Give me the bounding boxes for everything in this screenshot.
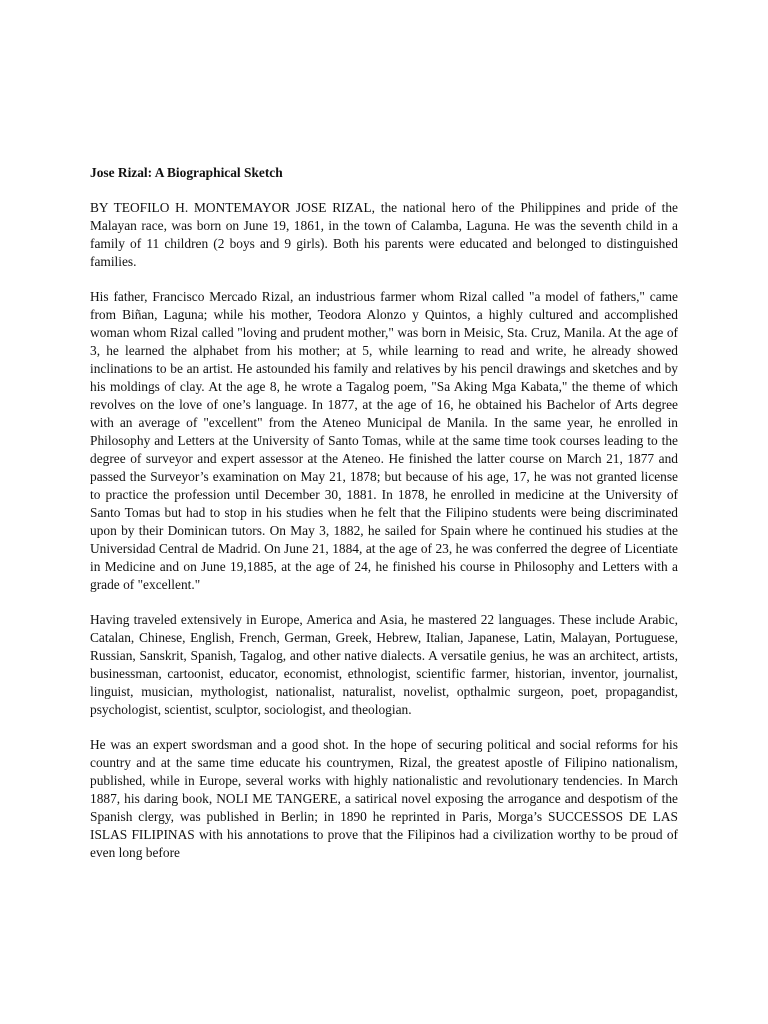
paragraph-languages: Having traveled extensively in Europe, America and Asia, he mastered 22 languages. These include Arabic, Catalan, Chinese, English, French, German, Greek, Hebrew, Italian, Japanese, Latin, Malayan, Portuguese, Russian, Sanskrit, Spanish, Tagalog, and other native dialects. A versatile genius, he was an architect, artists, businessman, cartoonist, educator, economist, ethnologist, scientific farmer, historian, inventor, journalist, linguist, musician, mythologist, nationalist, naturalist, novelist, opthalmic surgeon, poet, propagandist, psychologist, scientist, sculptor, sociologist, and theologian. [90, 612, 678, 717]
document-page [90, 164, 678, 879]
document-title: Jose Rizal: A Biographical Sketch [90, 165, 283, 180]
paragraph-early-life: His father, Francisco Mercado Rizal, an industrious farmer whom Rizal called "a model of fathers," came from Biñan, Laguna; while his mother, Teodora Alonzo y Quintos, a highly cultured and accomplished woman whom Rizal called "loving and prudent mother," was born in Meisic, Sta. Cruz, Manila. At the age of 3, he learned the alphabet from his mother; at 5, while learning to read and write, he already showed inclinations to be an artist. He astounded his family and relatives by his pencil drawings and sketches and by his moldings of clay. At the age 8, he wrote a Tagalog poem, "Sa Aking Mga Kabata," the theme of which revolves on the love of one’s language. In 1877, at the age of 16, he obtained his Bachelor of Arts degree with an average of "excellent" from the Ateneo Municipal de Manila. In the same year, he enrolled in Philosophy and Letters at the University of Santo Tomas, while at the same time took courses leading to the degree of surveyor and expert assessor at the Ateneo. He finished the latter course on March 21, 1877 and passed the Surveyor’s examination on May 21, 1878; but because of his age, 17, he was not granted license to practice the profession until December 30, 1881. In 1878, he enrolled in medicine at the University of Santo Tomas but had to stop in his studies when he felt that the Filipino students were being discriminated upon by their Dominican tutors. On May 3, 1882, he sailed for Spain where he continued his studies at the Universidad Central de Madrid. On June 21, 1884, at the age of 23, he was conferred the degree of Licentiate in Medicine and on June 19,1885, at the age of 24, he finished his course in Philosophy and Letters with a grade of "excellent." [90, 289, 678, 592]
paragraph-intro: BY TEOFILO H. MONTEMAYOR JOSE RIZAL, the national hero of the Philippines and pride of the Malayan race, was born on June 19, 1861, in the town of Calamba, Laguna. He was the seventh child in a family of 11 children (2 boys and 9 girls). Both his parents were educated and belonged to distinguished families. [90, 200, 678, 269]
paragraph-works: He was an expert swordsman and a good shot. In the hope of securing political and social reforms for his country and at the same time educate his countrymen, Rizal, the greatest apostle of Filipino nationalism, published, while in Europe, several works with highly nationalistic and revolutionary tendencies. In March 1887, his daring book, NOLI ME TANGERE, a satirical novel exposing the arrogance and despotism of the Spanish clergy, was published in Berlin; in 1890 he reprinted in Paris, Morga’s SUCCESSOS DE LAS ISLAS FILIPINAS with his annotations to prove that the Filipinos had a civilization worthy to be proud of even long before [90, 737, 678, 860]
